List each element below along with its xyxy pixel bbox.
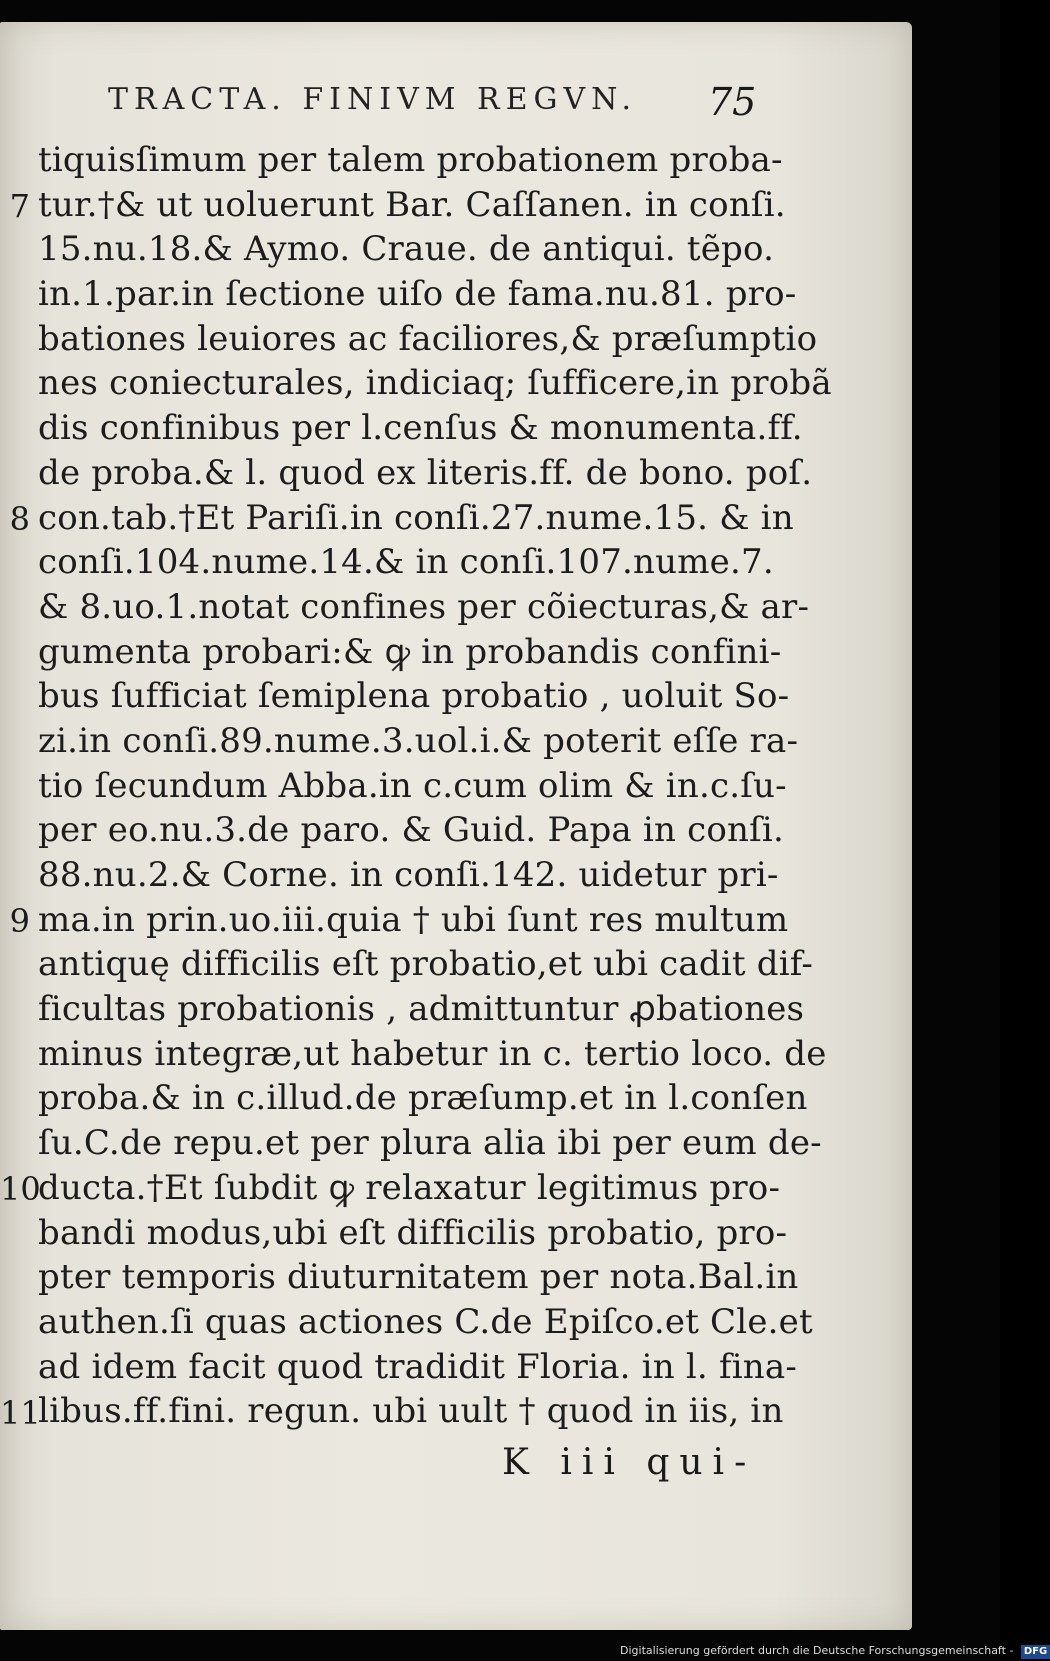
text-line: ducta.†Et ſubdit ꝙ relaxatur legitimus pro- — [38, 1167, 781, 1208]
text-line: bationes leuiores ac faciliores,& præſumptio — [38, 318, 818, 359]
text-line: bandi modus,ubi eſt difficilis probatio, pro- — [38, 1212, 788, 1253]
text-line: minus integræ,ut habetur in c. tertio loco. de — [38, 1033, 827, 1074]
digitization-credit — [620, 1640, 1048, 1661]
text-line: proba.& in c.illud.de præſump.et in l.conſen — [38, 1078, 808, 1119]
text-line: antiquę difficilis eſt probatio,et ubi cadit dif- — [38, 944, 814, 985]
running-head: TRACTA. FINIVM REGVN. — [108, 82, 637, 117]
text-line: zi.in conſi.89.nume.3.uol.i.& poterit eſſe ra- — [38, 720, 799, 761]
text-line: authen.ſi quas actiones C.de Epiſco.et Cle.et — [38, 1301, 813, 1342]
text-line: conſi.104.nume.14.& in conſi.107.nume.7. — [38, 542, 774, 583]
margin-number: 9 — [9, 901, 30, 940]
text-line: dis confinibus per l.cenſus & monumenta.ff. — [38, 408, 803, 449]
text-line: nes coniecturales, indiciaq; ſufficere,in probã — [38, 363, 832, 404]
margin-number: 11 — [0, 1393, 41, 1432]
page-number: 75 — [708, 80, 757, 124]
dfg-logo: DFG — [1021, 1645, 1050, 1659]
text-line: 15.nu.18.& Aymo. Craue. de antiqui. tẽpo. — [38, 229, 775, 270]
text-line: in.1.par.in ſectione uiſo de fama.nu.81. pro- — [38, 274, 797, 315]
text-line: con.tab.†Et Pariſi.in conſi.27.nume.15. & in — [38, 497, 794, 538]
margin-number: 10 — [0, 1170, 41, 1209]
text-line: libus.ff.fini. regun. ubi uult † quod in iis, in — [38, 1391, 784, 1432]
text-line: per eo.nu.3.de paro. & Guid. Papa in conſi. — [38, 810, 784, 851]
credit-text: Digitalisierung gefördert durch die Deutsche Forschungsgemeinschaft - — [620, 1644, 1014, 1657]
text-line: ſu.C.de repu.et per plura alia ibi per eum de- — [38, 1123, 822, 1164]
text-line: ma.in prin.uo.iii.quia † ubi ſunt res multum — [38, 899, 789, 940]
text-line: tur.†& ut uoluerunt Bar. Caſſanen. in conſi. — [38, 184, 786, 225]
text-line: pter temporis diuturnitatem per nota.Bal.in — [38, 1257, 799, 1298]
margin-number: 8 — [9, 499, 30, 538]
text-line: & 8.uo.1.notat confines per cõiecturas,& ar- — [38, 586, 810, 627]
text-line: ad idem facit quod tradidit Floria. in l. fina- — [38, 1346, 798, 1387]
text-line: tiquisſimum per talem probationem proba- — [38, 140, 783, 180]
text-line: tio ſecundum Abba.in c.cum olim & in.c.ſu- — [38, 765, 787, 806]
text-line: bus ſufficiat ſemiplena probatio , uoluit So- — [38, 676, 790, 717]
body-text — [38, 138, 832, 1434]
text-line: 88.nu.2.& Corne. in conſi.142. uidetur pri- — [38, 855, 779, 895]
catchword: K iii qui- — [502, 1442, 757, 1483]
margin-number: 7 — [9, 186, 30, 225]
text-line: de proba.& l. quod ex literis.ff. de bono. poſ. — [38, 452, 813, 493]
book-page — [0, 22, 912, 1630]
text-line: gumenta probari:& ꝙ in probandis confini- — [38, 631, 782, 672]
text-line: ficultas probationis , admittuntur ꝓbationes — [38, 989, 805, 1030]
